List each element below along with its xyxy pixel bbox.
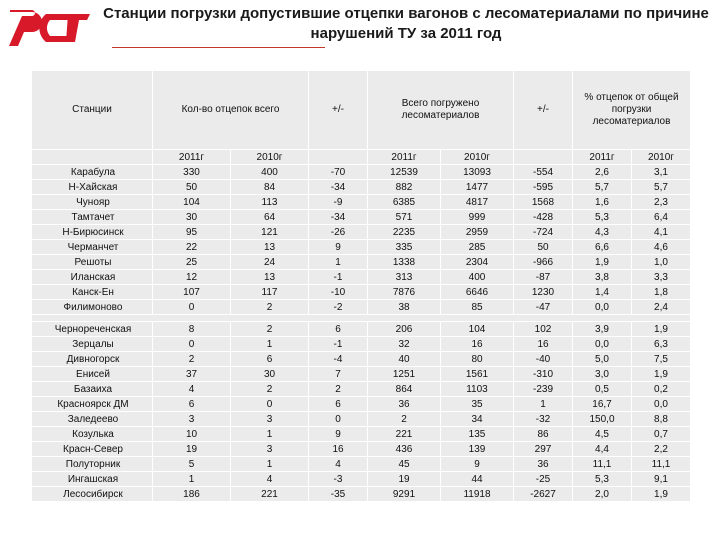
value-cell: -2	[309, 300, 368, 315]
value-cell: 1338	[368, 255, 441, 270]
value-cell: 64	[231, 210, 309, 225]
value-cell: 330	[153, 165, 231, 180]
value-cell: 4,5	[573, 427, 632, 442]
value-cell: 117	[231, 285, 309, 300]
value-cell: 30	[153, 210, 231, 225]
value-cell: 11,1	[632, 457, 691, 472]
value-cell: 7	[309, 367, 368, 382]
value-cell: -4	[309, 352, 368, 367]
value-cell: 882	[368, 180, 441, 195]
value-cell: 6,3	[632, 337, 691, 352]
value-cell: 1477	[441, 180, 514, 195]
value-cell: -26	[309, 225, 368, 240]
table-row	[32, 367, 691, 382]
table-row	[32, 352, 691, 367]
value-cell: -40	[514, 352, 573, 367]
value-cell: 3,1	[632, 165, 691, 180]
value-cell: 0,7	[632, 427, 691, 442]
station-name: Чунояр	[32, 195, 153, 210]
station-name: Енисей	[32, 367, 153, 382]
value-cell: 1,9	[632, 367, 691, 382]
value-cell: 1,6	[573, 195, 632, 210]
value-cell: 113	[231, 195, 309, 210]
value-cell: 221	[368, 427, 441, 442]
value-cell: 400	[231, 165, 309, 180]
header-percent	[573, 71, 691, 150]
value-cell: 864	[368, 382, 441, 397]
value-cell: -10	[309, 285, 368, 300]
value-cell: 5,3	[573, 472, 632, 487]
value-cell: 999	[441, 210, 514, 225]
value-cell: 0,0	[632, 397, 691, 412]
year-cell: 2011г	[573, 150, 632, 165]
value-cell: 4	[231, 472, 309, 487]
value-cell: 139	[441, 442, 514, 457]
value-cell: 6385	[368, 195, 441, 210]
group2-rows	[32, 322, 691, 502]
value-cell: -724	[514, 225, 573, 240]
value-cell: 95	[153, 225, 231, 240]
value-cell: 3,3	[632, 270, 691, 285]
station-name: Красн-Север	[32, 442, 153, 457]
value-cell: 2	[231, 382, 309, 397]
value-cell: 2,2	[632, 442, 691, 457]
value-cell: 6	[309, 397, 368, 412]
value-cell: -428	[514, 210, 573, 225]
value-cell: 6	[153, 397, 231, 412]
table-row	[32, 210, 691, 225]
value-cell: 1568	[514, 195, 573, 210]
value-cell: 3,9	[573, 322, 632, 337]
table-row	[32, 412, 691, 427]
value-cell: 12539	[368, 165, 441, 180]
value-cell: -25	[514, 472, 573, 487]
value-cell: 11,1	[573, 457, 632, 472]
value-cell: 4,4	[573, 442, 632, 457]
value-cell: 16,7	[573, 397, 632, 412]
value-cell: 1,0	[632, 255, 691, 270]
value-cell: 25	[153, 255, 231, 270]
table-row	[32, 457, 691, 472]
value-cell: 7,5	[632, 352, 691, 367]
value-cell: 571	[368, 210, 441, 225]
value-cell: -34	[309, 180, 368, 195]
value-cell: 86	[514, 427, 573, 442]
value-cell: 19	[153, 442, 231, 457]
value-cell: 206	[368, 322, 441, 337]
value-cell: 3	[231, 412, 309, 427]
value-cell: 45	[368, 457, 441, 472]
table-row	[32, 300, 691, 315]
value-cell: 84	[231, 180, 309, 195]
value-cell: 4817	[441, 195, 514, 210]
station-name: Черманчет	[32, 240, 153, 255]
table-row	[32, 397, 691, 412]
value-cell: 1	[231, 457, 309, 472]
station-name: Н-Хайская	[32, 180, 153, 195]
header-loaded-text: Всего погружено лесоматериалов	[401, 98, 480, 121]
value-cell: 1230	[514, 285, 573, 300]
table-row	[32, 337, 691, 352]
value-cell: 2,6	[573, 165, 632, 180]
value-cell: -34	[309, 210, 368, 225]
value-cell: 36	[514, 457, 573, 472]
value-cell: -1	[309, 337, 368, 352]
station-name: Полуторник	[32, 457, 153, 472]
value-cell: 0,2	[632, 382, 691, 397]
year-cell: 2010г	[632, 150, 691, 165]
value-cell: 50	[514, 240, 573, 255]
value-cell: 186	[153, 487, 231, 502]
table-row	[32, 487, 691, 502]
value-cell: 19	[368, 472, 441, 487]
value-cell: 5	[153, 457, 231, 472]
header-station: Станции	[32, 71, 153, 150]
value-cell: 9,1	[632, 472, 691, 487]
header-diff2: +/-	[514, 71, 573, 150]
table-row	[32, 255, 691, 270]
station-name: Дивногорск	[32, 352, 153, 367]
value-cell: 2959	[441, 225, 514, 240]
value-cell: -595	[514, 180, 573, 195]
value-cell: 7876	[368, 285, 441, 300]
station-name: Канск-Ен	[32, 285, 153, 300]
value-cell: 1	[309, 255, 368, 270]
value-cell: 13	[231, 270, 309, 285]
station-name: Решоты	[32, 255, 153, 270]
value-cell: 1,8	[632, 285, 691, 300]
value-cell: -70	[309, 165, 368, 180]
table-row	[32, 382, 691, 397]
value-cell: 6,4	[632, 210, 691, 225]
value-cell: 1561	[441, 367, 514, 382]
value-cell: 30	[231, 367, 309, 382]
page-title: Станции погрузки допустившие отцепки вагонов с лесоматериалами по причине нарушений ТУ за 2011 год	[103, 5, 709, 42]
value-cell: 9	[441, 457, 514, 472]
value-cell: 0	[231, 397, 309, 412]
table-row	[32, 270, 691, 285]
header-diff: +/-	[309, 71, 368, 150]
value-cell: 104	[153, 195, 231, 210]
value-cell: 3	[231, 442, 309, 457]
value-cell: 10	[153, 427, 231, 442]
station-name: Заледеево	[32, 412, 153, 427]
value-cell: 313	[368, 270, 441, 285]
value-cell: 2	[309, 382, 368, 397]
value-cell: -310	[514, 367, 573, 382]
header-row	[32, 71, 691, 150]
value-cell: -32	[514, 412, 573, 427]
years-station-cell	[32, 150, 153, 165]
value-cell: 102	[514, 322, 573, 337]
value-cell: 1	[231, 337, 309, 352]
value-cell: 9291	[368, 487, 441, 502]
table-row	[32, 225, 691, 240]
value-cell: 34	[441, 412, 514, 427]
value-cell: 37	[153, 367, 231, 382]
station-name: Красноярск ДМ	[32, 397, 153, 412]
value-cell: 6,6	[573, 240, 632, 255]
stations-table	[31, 70, 691, 502]
group-gap-row	[32, 315, 691, 322]
value-cell: 13	[231, 240, 309, 255]
value-cell: 1,9	[632, 487, 691, 502]
value-cell: -554	[514, 165, 573, 180]
station-name: Зерцалы	[32, 337, 153, 352]
table-row	[32, 442, 691, 457]
value-cell: 11918	[441, 487, 514, 502]
value-cell: 0	[309, 412, 368, 427]
value-cell: 2235	[368, 225, 441, 240]
station-name: Чернореченская	[32, 322, 153, 337]
value-cell: -239	[514, 382, 573, 397]
station-name: Ингашская	[32, 472, 153, 487]
value-cell: 5,7	[632, 180, 691, 195]
title-underline	[112, 47, 325, 48]
years-row	[32, 150, 691, 165]
value-cell: 2	[231, 322, 309, 337]
value-cell: 8	[153, 322, 231, 337]
value-cell: 1,4	[573, 285, 632, 300]
value-cell: 44	[441, 472, 514, 487]
value-cell: 16	[441, 337, 514, 352]
table-row	[32, 195, 691, 210]
value-cell: -9	[309, 195, 368, 210]
value-cell: 297	[514, 442, 573, 457]
station-name: Карабула	[32, 165, 153, 180]
value-cell: 12	[153, 270, 231, 285]
group-gap	[32, 315, 691, 322]
value-cell: -2627	[514, 487, 573, 502]
value-cell: 2	[153, 352, 231, 367]
table-row	[32, 322, 691, 337]
value-cell: 80	[441, 352, 514, 367]
value-cell: 5,7	[573, 180, 632, 195]
value-cell: 24	[231, 255, 309, 270]
value-cell: 4	[153, 382, 231, 397]
table-row	[32, 427, 691, 442]
value-cell: 150,0	[573, 412, 632, 427]
station-name: Лесосибирск	[32, 487, 153, 502]
value-cell: 32	[368, 337, 441, 352]
value-cell: 1	[514, 397, 573, 412]
value-cell: 2304	[441, 255, 514, 270]
value-cell: 2,3	[632, 195, 691, 210]
value-cell: 436	[368, 442, 441, 457]
value-cell: 4,1	[632, 225, 691, 240]
value-cell: 4,3	[573, 225, 632, 240]
station-name: Тамтачет	[32, 210, 153, 225]
value-cell: -966	[514, 255, 573, 270]
value-cell: -3	[309, 472, 368, 487]
value-cell: 16	[309, 442, 368, 457]
value-cell: 221	[231, 487, 309, 502]
value-cell: -47	[514, 300, 573, 315]
value-cell: 3,0	[573, 367, 632, 382]
value-cell: 5,3	[573, 210, 632, 225]
value-cell: 40	[368, 352, 441, 367]
station-name: Базаиха	[32, 382, 153, 397]
value-cell: 1251	[368, 367, 441, 382]
value-cell: 1103	[441, 382, 514, 397]
value-cell: 9	[309, 240, 368, 255]
value-cell: 8,8	[632, 412, 691, 427]
value-cell: 121	[231, 225, 309, 240]
value-cell: 6	[309, 322, 368, 337]
value-cell: 36	[368, 397, 441, 412]
value-cell: 3,8	[573, 270, 632, 285]
value-cell: 1	[231, 427, 309, 442]
value-cell: 3	[153, 412, 231, 427]
value-cell: 4,6	[632, 240, 691, 255]
year-cell: 2010г	[441, 150, 514, 165]
station-name: Иланская	[32, 270, 153, 285]
value-cell: 4	[309, 457, 368, 472]
value-cell: -1	[309, 270, 368, 285]
value-cell: 0,5	[573, 382, 632, 397]
header-count-text: Кол-во отцепок всего	[181, 104, 280, 115]
value-cell: 1,9	[573, 255, 632, 270]
table-row	[32, 285, 691, 300]
value-cell: 2	[231, 300, 309, 315]
value-cell: 135	[441, 427, 514, 442]
value-cell: 1,9	[632, 322, 691, 337]
value-cell: 0,0	[573, 337, 632, 352]
value-cell: 38	[368, 300, 441, 315]
value-cell: 22	[153, 240, 231, 255]
value-cell: 6	[231, 352, 309, 367]
value-cell: 0	[153, 300, 231, 315]
table-row	[32, 180, 691, 195]
value-cell: 85	[441, 300, 514, 315]
value-cell: 285	[441, 240, 514, 255]
year-cell: 2011г	[368, 150, 441, 165]
value-cell: -87	[514, 270, 573, 285]
value-cell: 1	[153, 472, 231, 487]
table-row	[32, 165, 691, 180]
value-cell: 2,0	[573, 487, 632, 502]
value-cell: 335	[368, 240, 441, 255]
table-row	[32, 472, 691, 487]
station-name: Филимоново	[32, 300, 153, 315]
year-cell: 2011г	[153, 150, 231, 165]
value-cell: -35	[309, 487, 368, 502]
value-cell: 9	[309, 427, 368, 442]
value-cell: 6646	[441, 285, 514, 300]
station-name: Козулька	[32, 427, 153, 442]
value-cell: 0,0	[573, 300, 632, 315]
header-count	[153, 71, 309, 150]
value-cell: 0	[153, 337, 231, 352]
value-cell: 2	[368, 412, 441, 427]
value-cell: 104	[441, 322, 514, 337]
value-cell: 13093	[441, 165, 514, 180]
value-cell: 400	[441, 270, 514, 285]
value-cell: 107	[153, 285, 231, 300]
year-cell	[309, 150, 368, 165]
rzd-logo-icon	[6, 6, 94, 50]
year-cell: 2010г	[231, 150, 309, 165]
station-name: Н-Бирюсинск	[32, 225, 153, 240]
value-cell: 5,0	[573, 352, 632, 367]
year-cell	[514, 150, 573, 165]
table-row	[32, 240, 691, 255]
value-cell: 35	[441, 397, 514, 412]
value-cell: 16	[514, 337, 573, 352]
header-percent-text: % отцепок от общей погрузки лесоматериалов	[584, 92, 679, 127]
value-cell: 2,4	[632, 300, 691, 315]
group1-rows	[32, 165, 691, 315]
value-cell: 50	[153, 180, 231, 195]
header-loaded	[368, 71, 514, 150]
